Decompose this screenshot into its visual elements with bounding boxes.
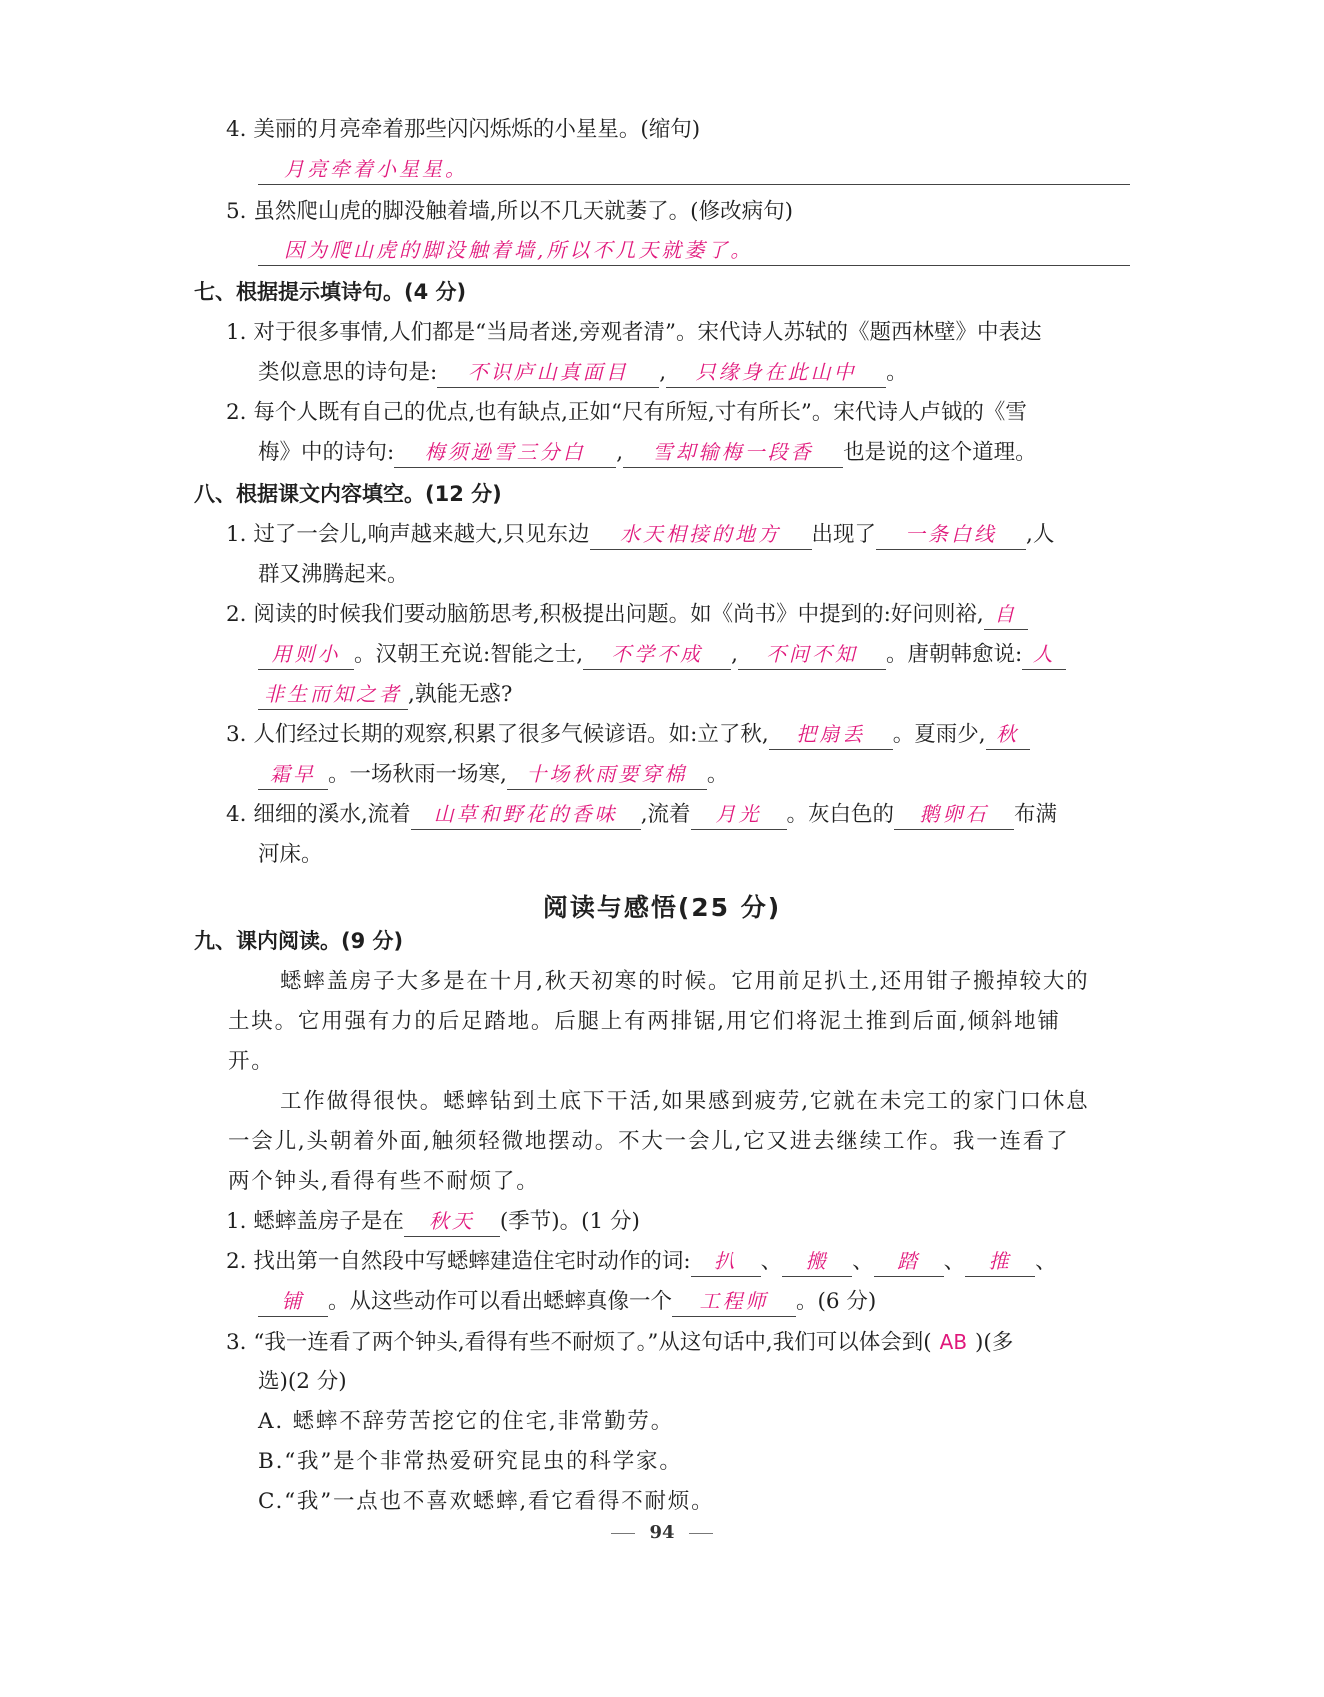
fill-blank: 山草和野花的香味 (411, 800, 641, 830)
passage-p1-line1: 蟋蟀盖房子大多是在十月,秋天初寒的时候。它用前足扒土,还用钳子搬掉较大的 (280, 969, 1090, 994)
passage-p1-line2: 土块。它用强有力的后足踏地。后腿上有两排锯,用它们将泥土推到后面,倾斜地铺 (228, 1009, 1061, 1034)
sec8-q3-line1: 3. 人们经过长期的观察,积累了很多气候谚语。如:立了秋, 把扇丢 。夏雨少, 秋 (226, 720, 1030, 750)
fill-blank: 非生而知之者 (258, 680, 408, 710)
fill-blank: 扒 (691, 1247, 761, 1277)
fill-blank: 推 (965, 1247, 1035, 1277)
passage-p2-line1: 工作做得很快。蟋蟀钻到土底下干活,如果感到疲劳,它就在未完工的家门口休息 (280, 1089, 1090, 1114)
sec8-q4-line2: 河床。 (258, 842, 323, 867)
sec8-q4-line1: 4. 细细的溪水,流着 山草和野花的香味 ,流着 月光 。灰白色的 鹅卵石 布满 (226, 800, 1057, 830)
answer-4: 月亮牵着小星星。 (284, 157, 468, 181)
sec8-q3-line2: 霜早 。一场秋雨一场寒, 十场秋雨要穿棉 。 (258, 760, 728, 790)
fill-blank: 只缘身在此山中 (666, 358, 886, 388)
fill-blank: 自 (984, 600, 1028, 630)
fill-blank: 月光 (691, 800, 787, 830)
option-c: C.“我”一点也不喜欢蟋蟀,看它看得不耐烦。 (258, 1489, 715, 1514)
passage-p1-line3: 开。 (228, 1049, 275, 1074)
section-8-title: 八、根据课文内容填空。(12 分) (194, 482, 502, 506)
sec8-q1-line2: 群又沸腾起来。 (258, 562, 409, 587)
question-5: 5. 虽然爬山虎的脚没触着墙,所以不几天就萎了。(修改病句) (226, 199, 793, 224)
sec9-q2-line1: 2. 找出第一自然段中写蟋蟀建造住宅时动作的词: 扒 、 搬 、 踏 、 推 、 (226, 1247, 1057, 1277)
answer-line-4 (258, 154, 1130, 185)
sec7-q2-line2: 梅》中的诗句: 梅须逊雪三分白 , 雪却输梅一段香 也是说的这个道理。 (258, 438, 1037, 468)
passage-p2-line2: 一会儿,头朝着外面,触须轻微地摆动。不大一会儿,它又进去继续工作。我一连看了 (228, 1129, 1070, 1154)
passage-p2-line3: 两个钟头,看得有些不耐烦了。 (228, 1169, 540, 1194)
fill-blank: 搬 (782, 1247, 852, 1277)
fill-blank: 工程师 (672, 1287, 796, 1317)
sec9-q3-line2: 选)(2 分) (258, 1369, 347, 1394)
option-a: A. 蟋蟀不辞劳苦挖它的住宅,非常勤劳。 (258, 1409, 675, 1434)
fill-blank: 不问不知 (738, 640, 886, 670)
fill-blank: 秋天 (404, 1207, 500, 1237)
reading-section-heading: 阅读与感悟(25 分) (542, 893, 782, 922)
sec9-q1: 1. 蟋蟀盖房子是在 秋天 (季节)。(1 分) (226, 1207, 640, 1237)
answer-5: 因为爬山虎的脚没触着墙,所以不几天就萎了。 (284, 238, 754, 262)
fill-blank: 十场秋雨要穿棉 (507, 760, 707, 790)
fill-blank: 雪却输梅一段香 (623, 438, 843, 468)
fill-blank: 把扇丢 (769, 720, 893, 750)
sec8-q2-line2: 用则小 。汉朝王充说:智能之士, 不学不成 , 不问不知 。唐朝韩愈说: 人 (258, 640, 1066, 670)
section-9-title: 九、课内阅读。(9 分) (194, 929, 404, 953)
fill-blank: 不识庐山真面目 (437, 358, 659, 388)
fill-blank: 秋 (986, 720, 1030, 750)
sec9-q2-line2: 铺 。从这些动作可以看出蟋蟀真像一个 工程师 。(6 分) (258, 1287, 876, 1317)
fill-blank: 鹅卵石 (894, 800, 1014, 830)
fill-blank: 用则小 (258, 640, 354, 670)
fill-blank: 水天相接的地方 (590, 520, 812, 550)
choice-answer: AB (939, 1330, 968, 1354)
sec9-q3-line1: 3. “我一连看了两个钟头,看得有些不耐烦了。”从这句话中,我们可以体会到( AB )(多 (226, 1330, 1014, 1355)
sec7-q2-line1: 2. 每个人既有自己的优点,也有缺点,正如“尺有所短,寸有所长”。宋代诗人卢钺的《雪 (226, 400, 1027, 425)
sec8-q2-line1: 2. 阅读的时候我们要动脑筋思考,积极提出问题。如《尚书》中提到的:好问则裕, 自 (226, 600, 1028, 630)
option-b: B.“我”是个非常热爱研究昆虫的科学家。 (258, 1449, 683, 1474)
fill-blank: 人 (1022, 640, 1066, 670)
sec7-q1-line2: 类似意思的诗句是: 不识庐山真面目 , 只缘身在此山中 。 (258, 358, 908, 388)
sec8-q2-line3: 非生而知之者 ,孰能无惑? (258, 680, 512, 710)
fill-blank: 梅须逊雪三分白 (394, 438, 616, 468)
sec8-q1-line1: 1. 过了一会儿,响声越来越大,只见东边 水天相接的地方 出现了 一条白线 ,人 (226, 520, 1054, 550)
fill-blank: 一条白线 (876, 520, 1026, 550)
fill-blank: 不学不成 (583, 640, 731, 670)
sec7-q1-line1: 1. 对于很多事情,人们都是“当局者迷,旁观者清”。宋代诗人苏轼的《题西林壁》中表达 (226, 320, 1042, 345)
answer-line-5 (258, 235, 1130, 266)
section-7-title: 七、根据提示填诗句。(4 分) (194, 280, 467, 304)
fill-blank: 铺 (258, 1287, 328, 1317)
fill-blank: 踏 (874, 1247, 944, 1277)
page-number: 94 (0, 1522, 1324, 1543)
fill-blank: 霜早 (258, 760, 328, 790)
question-4: 4. 美丽的月亮牵着那些闪闪烁烁的小星星。(缩句) (226, 117, 701, 142)
